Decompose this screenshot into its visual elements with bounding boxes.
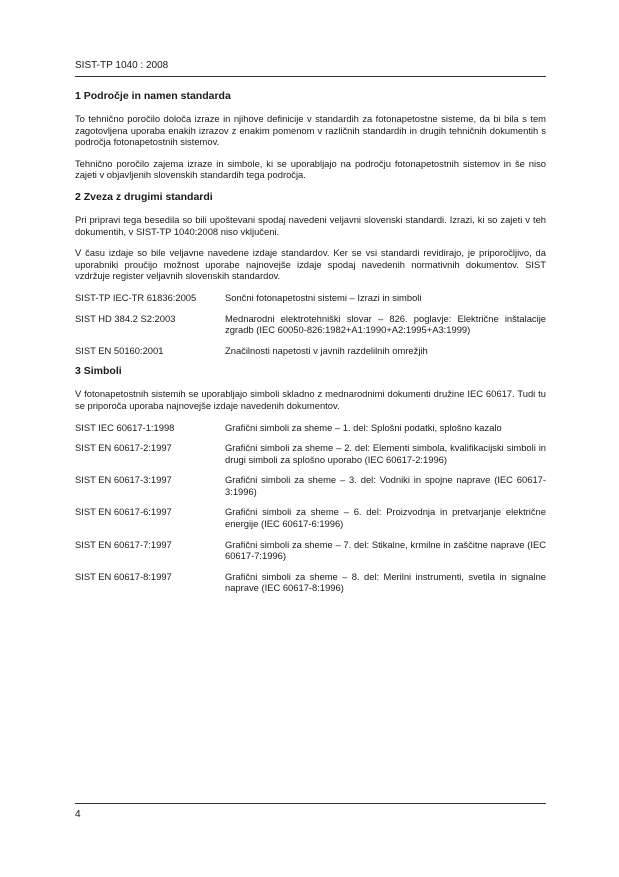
reference-title: Grafični simboli za sheme – 7. del: Stikalne, krmilne in zaščitne naprave (IEC 60617-7:1996): [225, 538, 546, 562]
reference-code: SIST EN 60617-8:1997: [75, 570, 172, 582]
reference-title: Grafični simboli za sheme – 2. del: Elementi simbola, kvalifikacijski simboli in drugi simboli za splošno uporabo (IEC 60617-2:1996): [225, 442, 546, 465]
reference-title: Grafični simboli za sheme – 6. del: Proizvodnja in pretvarjanje električne energije (IEC 60617-6:1996): [225, 506, 546, 530]
reference-code: SIST EN 50160:2001: [75, 344, 164, 356]
reference-title: Grafični simboli za sheme – 3. del: Vodniki in spojne naprave (IEC 60617-3:1996): [225, 474, 546, 497]
reference-row: [75, 571, 546, 594]
header-divider: [75, 76, 546, 77]
reference-code: SIST EN 60617-7:1997: [75, 538, 172, 550]
reference-row: [75, 422, 546, 434]
reference-row: [75, 506, 546, 529]
reference-title: Sončni fotonapetostni sistemi – Izrazi in simboli: [225, 291, 422, 303]
document-body: [75, 90, 546, 603]
section-2-paragraph: V času izdaje so bile veljavne navedene izdaje standardov. Ker se vsi standardi revidirajo, je priporočljivo, da uporabniki proučijo možnost uporabe najnovejše izdaje spodaj navedenih normativnih dokumentov. SIST vzdržuje register veljavnih slovenskih standardov.: [75, 247, 546, 282]
reference-row: [75, 292, 546, 304]
reference-row: [75, 345, 546, 357]
footer-divider: [75, 803, 546, 804]
reference-code: SIST IEC 60617-1:1998: [75, 421, 175, 433]
section-1-heading: 1 Področje in namen standarda: [75, 90, 231, 102]
section-2-paragraph: Pri pripravi tega besedila so bili upoštevani spodaj navedeni veljavni slovenski standardi. Izrazi, ki so zajeti v teh dokumentih, v SIST-TP 1040:2008 niso vključeni.: [75, 213, 546, 237]
section-2-heading: 2 Zveza z drugimi standardi: [75, 190, 213, 203]
reference-row: [75, 539, 546, 562]
reference-code: SIST HD 384.2 S2:2003: [75, 312, 176, 324]
section-3-paragraph: V fotonapetostnih sistemih se uporabljajo simboli skladno z mednarodnimi dokumenti družine IEC 60617. Tudi tu se priporoča uporaba najnovejše izdaje navedenih dokumentov.: [75, 388, 546, 411]
reference-title: Mednarodni elektrotehniški slovar – 826. poglavje: Električne inštalacije zgradb (IEC 60050-826:1982+A1:1990+A2:1995+A3:1999): [225, 312, 546, 336]
section-3-heading: 3 Simboli: [75, 365, 122, 378]
page-number: 4: [75, 809, 81, 820]
document-header: SIST-TP 1040 : 2008: [75, 60, 169, 71]
reference-code: SIST EN 60617-6:1997: [75, 506, 172, 518]
section-1-paragraph: To tehnično poročilo določa izraze in njihove definicije v standardih za fotonapetostne sisteme, da bi bila s tem zagotovljena uporaba enakih izrazov z enakim pomenom v različnih standardih in drugih tehničnih dokumentih s področja fotonapetostnih sistemov.: [75, 113, 546, 148]
reference-title: Značilnosti napetosti v javnih razdelilnih omrežjih: [225, 344, 428, 356]
reference-row: [75, 442, 546, 465]
reference-title: Grafični simboli za sheme – 1. del: Splošni podatki, splošno kazalo: [225, 421, 502, 433]
reference-row: [75, 313, 546, 336]
reference-code: SIST EN 60617-2:1997: [75, 442, 172, 454]
reference-code: SIST EN 60617-3:1997: [75, 474, 172, 486]
reference-title: Grafični simboli za sheme – 8. del: Merilni instrumenti, svetila in signalne naprave (IEC 60617-8:1996): [225, 570, 546, 594]
reference-row: [75, 474, 546, 497]
reference-code: SIST-TP IEC-TR 61836:2005: [75, 291, 197, 303]
section-1-paragraph: Tehnično poročilo zajema izraze in simbole, ki se uporabljajo na področju fotonapetostnih sistemov in še niso zajeti v objavljenih slovenskih standardih tega področja.: [75, 157, 546, 181]
